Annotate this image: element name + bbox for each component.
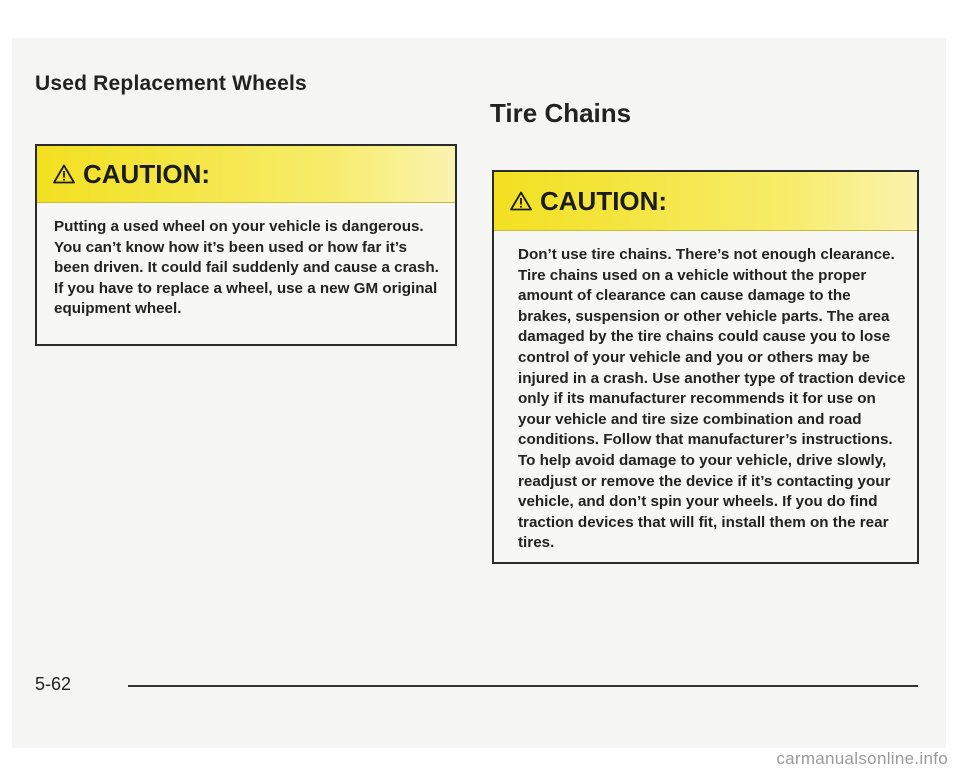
caution-title: [510, 186, 667, 217]
caution-text: Putting a used wheel on your vehicle is dangerous. You can’t know how it’s been used or how far it’s been driven. It could fail suddenly and cause a crash. If you have to replace a wheel, use a new GM original equipment wheel.: [54, 218, 439, 317]
watermark: carmanualsonline.info: [776, 749, 948, 768]
caution-header: [37, 146, 455, 203]
caution-header: [494, 172, 917, 231]
caution-text: Don’t use tire chains. There’s not enough clearance. Tire chains used on a vehicle without the proper amount of clearance can cause damage to the brakes, suspension or other vehicle parts. The area damaged by the tire chains could cause you to lose control of your vehicle and you or others may be injured in a crash. Use another type of traction device only if its manufacturer recommends it for use on your vehicle and tire size combination and road conditions. Follow that manufacturer’s instructions. To help avoid damage to your vehicle, drive slowly, readjust or remove the device if it’s contacting your vehicle, and don’t spin your wheels. If you do find traction devices that will fit, install them on the rear tires.: [518, 246, 906, 552]
warning-triangle-icon: [53, 164, 75, 184]
footer-divider: [128, 685, 918, 687]
caution-box-used-wheels: [35, 144, 457, 346]
section-heading-tire-chains: Tire Chains: [490, 98, 632, 128]
caution-title: [53, 159, 210, 190]
caution-box-tire-chains: [492, 170, 919, 564]
section-heading-used-replacement-wheels: Used Replacement Wheels: [35, 72, 307, 95]
caution-label: CAUTION:: [540, 185, 668, 216]
page-number: 5-62: [35, 674, 72, 694]
warning-triangle-icon: [510, 191, 532, 211]
caution-label: CAUTION:: [83, 158, 211, 189]
